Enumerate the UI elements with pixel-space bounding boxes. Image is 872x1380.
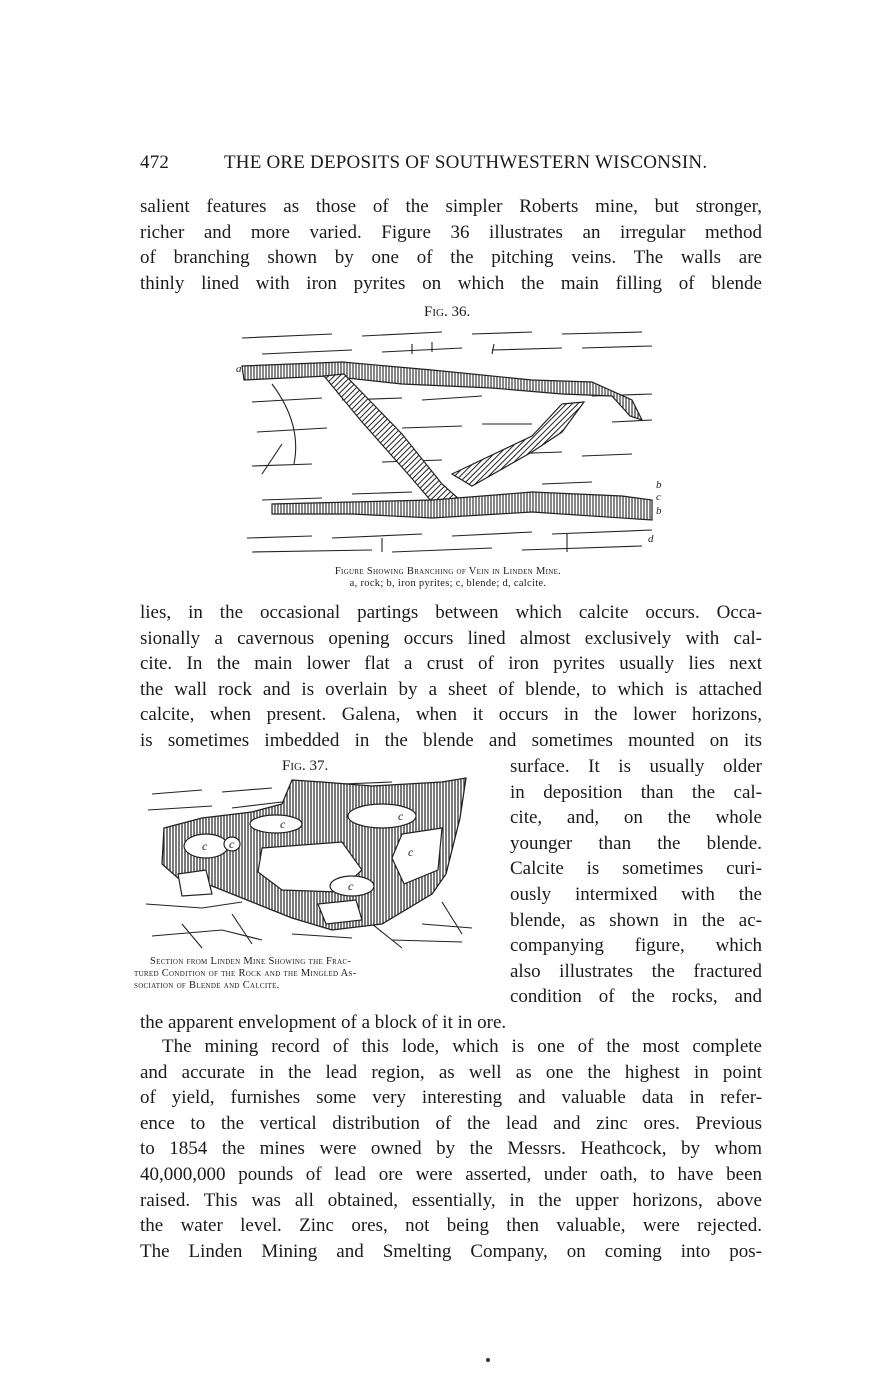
paragraph-3 (140, 1034, 762, 1264)
text-line: of yield, furnishes some very interesting and valuable data in refer- (140, 1087, 762, 1109)
text-line: cite. In the main lower flat a crust of iron pyrites usually lies next (140, 653, 762, 675)
text-line: companying figure, which (510, 935, 762, 957)
paragraph-2-wrap (510, 754, 762, 1010)
text-line: younger than the blende. (510, 832, 762, 854)
text-line: the wall rock and is overlain by a sheet of blende, to which is attached (140, 678, 762, 700)
text-line: raised. This was all obtained, essentially, in the upper horizons, above (140, 1189, 762, 1211)
paragraph-2 (140, 600, 762, 754)
text-line: cite, and, on the whole (510, 807, 762, 829)
text-line: ously intermixed with the (510, 883, 762, 905)
figure-37-mark: c (280, 817, 286, 831)
text-line: salient features as those of the simpler Roberts mine, but stronger, (140, 196, 762, 217)
figure-37-mark: c (202, 839, 208, 853)
running-title: THE ORE DEPOSITS OF SOUTHWESTERN WISCONSIN. (224, 152, 708, 173)
text-line: the water level. Zinc ores, not being then valuable, were rejected. (140, 1215, 762, 1237)
figure-37-mark: c (229, 837, 235, 851)
text-line: surface. It is usually older (510, 756, 762, 777)
figure-36-illustration (232, 324, 664, 560)
text-line: calcite, when present. Galena, when it occurs in the lower horizons, (140, 704, 762, 726)
text-line: Calcite is sometimes curi- (510, 858, 762, 880)
figure-37-caption-line: tured Condition of the Rock and the Mingled As- (134, 968, 357, 979)
figure-37-mark: c (348, 879, 354, 893)
paragraph-1 (140, 194, 762, 296)
text-line: of branching shown by one of the pitching veins. The walls are (140, 247, 762, 269)
figure-36-caption-line: a, rock; b, iron pyrites; c, blende; d, calcite. (349, 578, 547, 589)
figure-36-mark: a (236, 363, 242, 375)
page-speck (486, 1358, 490, 1362)
page-number: 472 (140, 152, 170, 173)
figure-37-illustration (142, 774, 486, 950)
text-line: to 1854 the mines were owned by the Messrs. Heathcock, by whom (140, 1138, 762, 1160)
text-line: 40,000,000 pounds of lead ore were asserted, under oath, to have been (140, 1163, 762, 1185)
text-line: The Linden Mining and Smelting Company, on coming into pos- (140, 1240, 762, 1262)
text-line: richer and more varied. Figure 36 illustrates an irregular method (140, 221, 762, 243)
figure-36-mark: b (656, 505, 662, 517)
text-line: thinly lined with iron pyrites on which the main filling of blende (140, 272, 762, 294)
paragraph-2-end (140, 1010, 762, 1036)
running-header (140, 152, 768, 182)
text-line: in deposition than the cal- (510, 781, 762, 803)
text-line: lies, in the occasional partings between which calcite occurs. Occa- (140, 602, 762, 623)
text-line: the apparent envelopment of a block of it in ore. (140, 1012, 507, 1033)
figure-37-label: Fig. 37. (282, 758, 329, 774)
text-line: ence to the vertical distribution of the lead and zinc ores. Previous (140, 1112, 762, 1134)
text-line: and accurate in the lead region, as well as one the highest in point (140, 1061, 762, 1083)
figure-36-label: Fig. 36. (424, 304, 471, 320)
text-line: sionally a cavernous opening occurs lined almost exclusively with cal- (140, 627, 762, 649)
text-line: The mining record of this lode, which is one of the most complete (162, 1036, 762, 1057)
figure-37-mark: c (398, 809, 404, 823)
figure-36-caption (232, 566, 664, 590)
text-line: condition of the rocks, and (510, 986, 762, 1008)
text-line: blende, as shown in the ac- (510, 909, 762, 931)
figure-37-caption (134, 956, 492, 992)
figure-36-mark: c (656, 491, 661, 503)
figure-37-caption-line: Section from Linden Mine Showing the Frac- (150, 956, 352, 967)
text-line: also illustrates the fractured (510, 960, 762, 982)
figure-36-mark: b (656, 479, 662, 491)
figure-36-caption-line: Figure Showing Branching of Vein in Linden Mine. (334, 566, 562, 577)
text-line: is sometimes imbedded in the blende and sometimes mounted on its (140, 729, 762, 751)
figure-36-mark: d (648, 533, 654, 545)
figure-37-caption-line: sociation of Blende and Calcite. (134, 980, 280, 991)
figure-37-mark: c (408, 845, 414, 859)
